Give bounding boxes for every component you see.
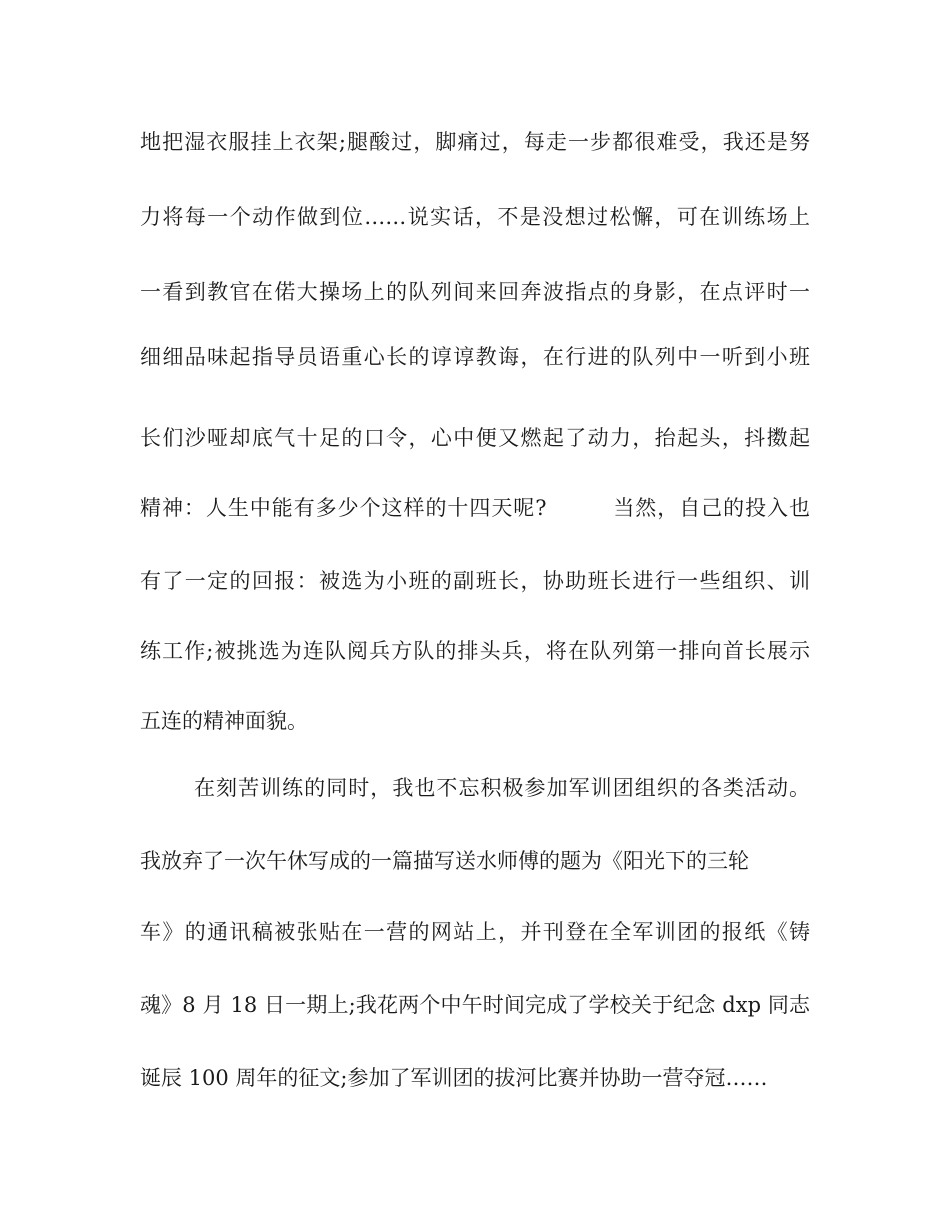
text-line: 精神：人生中能有多少个这样的十四天呢? 当然，自己的投入也: [140, 496, 810, 520]
text-line: 在刻苦训练的同时，我也不忘积极参加军训团组织的各类活动。: [194, 776, 810, 800]
text-line: 长们沙哑却底气十足的口令，心中便又燃起了动力，抬起头，抖擞起: [140, 426, 810, 450]
text-line: 魂》8 月 18 日一期上;我花两个中午时间完成了学校关于纪念 dxp 同志: [140, 993, 810, 1017]
text-line: 练工作;被挑选为连队阅兵方队的排头兵，将在队列第一排向首长展示: [140, 639, 810, 663]
text-line: 我放弃了一次午休写成的一篇描写送水师傅的题为《阳光下的三轮: [140, 849, 749, 873]
text-line: 细细品味起指导员语重心长的谆谆教诲，在行进的队列中一听到小班: [140, 345, 810, 369]
text-line: 地把湿衣服挂上衣架;腿酸过，脚痛过，每走一步都很难受，我还是努: [140, 130, 810, 154]
text-line: 力将每一个动作做到位……说实话，不是没想过松懈，可在训练场上: [140, 205, 810, 229]
text-line: 有了一定的回报：被选为小班的副班长，协助班长进行一些组织、训: [140, 569, 810, 593]
text-line: 五连的精神面貌。: [140, 709, 308, 733]
text-line: 一看到教官在偌大操场上的队列间来回奔波指点的身影，在点评时一: [140, 280, 810, 304]
text-line: 诞辰 100 周年的征文;参加了军训团的拔河比赛并协助一营夺冠……: [140, 1066, 768, 1090]
text-line: 车》的通讯稿被张贴在一营的网站上，并刊登在全军训团的报纸《铸: [140, 920, 810, 944]
